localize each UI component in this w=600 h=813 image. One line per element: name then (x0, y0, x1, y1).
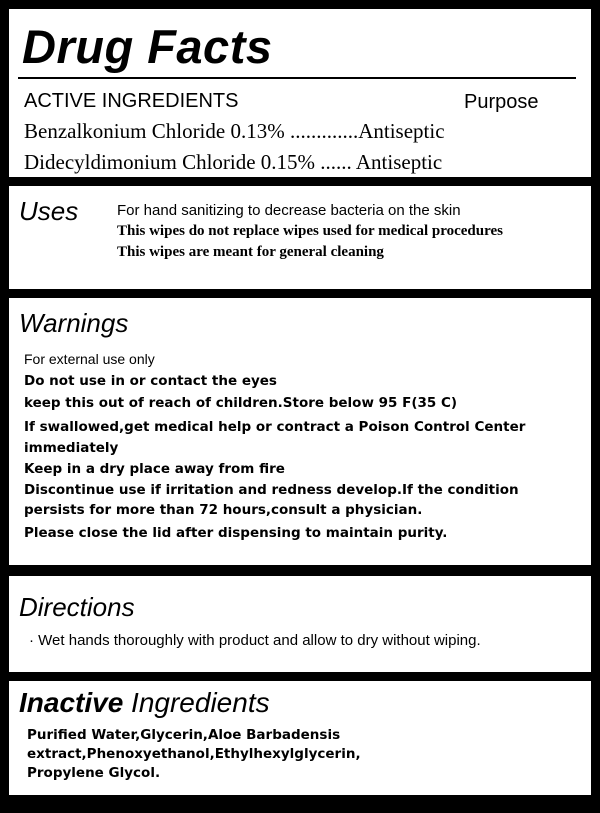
active-ingredients-heading: ACTIVE INGREDIENTS (24, 90, 239, 112)
inactive-ingredients-heading (19, 687, 270, 719)
warning-line-8: persists for more than 72 hours,consult a physician. (24, 502, 423, 518)
inactive-ingredients-panel (9, 681, 591, 795)
warning-line-2: Do not use in or contact the eyes (24, 373, 277, 389)
title-divider (18, 77, 576, 79)
uses-panel (9, 186, 591, 289)
purpose-heading: Purpose (464, 91, 539, 113)
uses-heading: Uses (19, 196, 79, 226)
inactive-line-1: Purified Water,Glycerin,Aloe Barbadensis (27, 727, 341, 743)
warning-line-1: For external use only (24, 351, 155, 367)
active-ingredient-1: Benzalkonium Chloride 0.13% .............Antiseptic (24, 119, 445, 143)
directions-heading: Directions (19, 592, 135, 622)
inactive-line-3: Propylene Glycol. (27, 765, 161, 781)
inactive-heading-part2: Ingredients (123, 687, 270, 718)
active-ingredients-panel (9, 9, 591, 177)
warning-line-7: Discontinue use if irritation and redness develop.If the condition (24, 482, 519, 498)
uses-line-1: For hand sanitizing to decrease bacteria on the skin (117, 202, 461, 219)
warning-line-3: keep this out of reach of children.Store below 95 F(35 C) (24, 395, 458, 411)
page-title: Drug Facts (22, 20, 273, 73)
warnings-heading: Warnings (19, 308, 129, 338)
warning-line-5: immediately (24, 440, 119, 456)
active-ingredient-2: Didecyldimonium Chloride 0.15% ...... Antiseptic (24, 150, 443, 174)
warning-line-9: Please close the lid after dispensing to maintain purity. (24, 525, 448, 541)
uses-line-2: This wipes do not replace wipes used for medical procedures (117, 223, 503, 239)
warning-line-4: If swallowed,get medical help or contract a Poison Control Center (24, 419, 526, 435)
inactive-heading-part1: Inactive (19, 687, 124, 718)
inactive-line-2: extract,Phenoxyethanol,Ethylhexylglycerin, (27, 746, 361, 762)
warning-line-6: Keep in a dry place away from fire (24, 461, 285, 477)
uses-line-3: This wipes are meant for general cleaning (117, 244, 384, 260)
directions-panel (9, 576, 591, 672)
warnings-panel (9, 298, 591, 565)
directions-line-1: · Wet hands thoroughly with product and allow to dry without wiping. (29, 632, 481, 649)
